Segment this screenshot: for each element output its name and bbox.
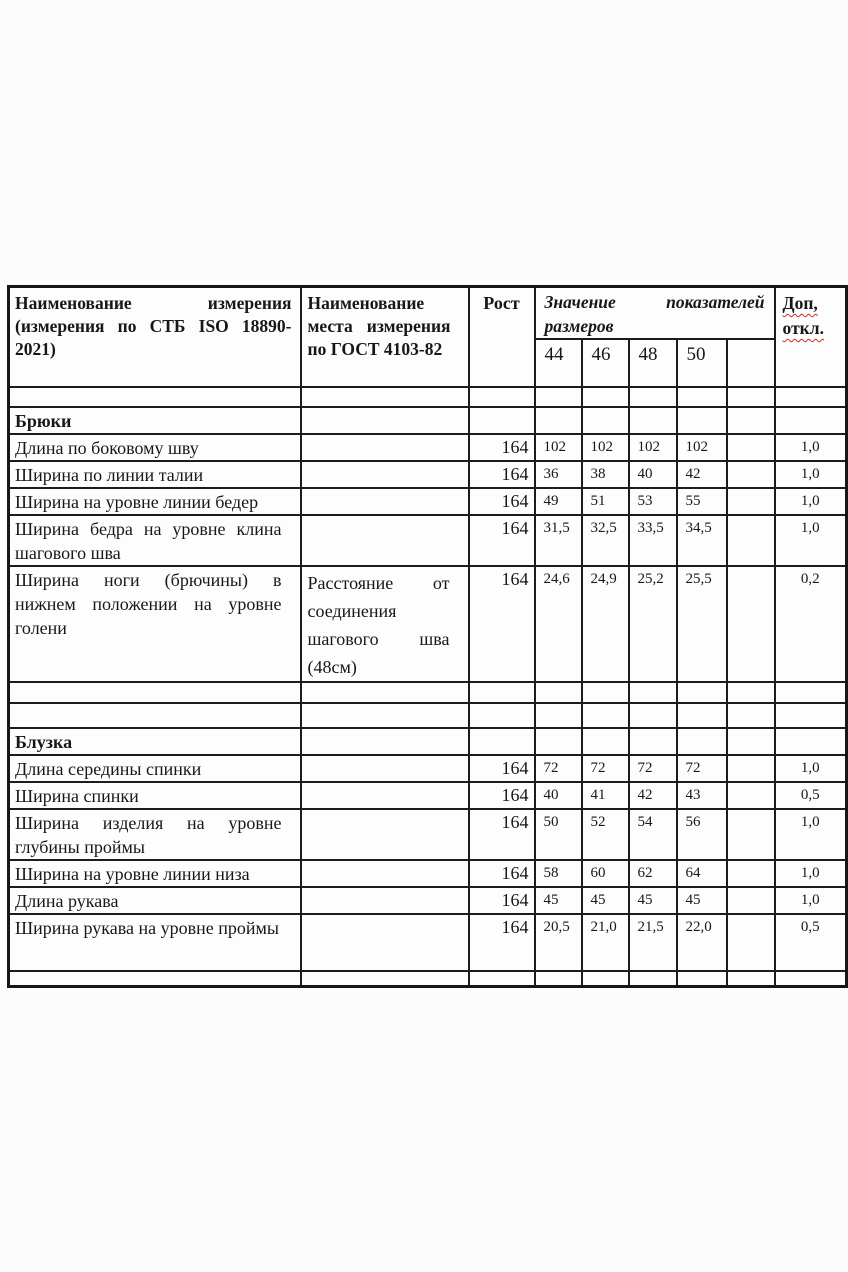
header-height-column: Рост (469, 287, 535, 388)
size-value-cell (535, 703, 582, 728)
tolerance-value-cell (775, 703, 847, 728)
data-row (9, 782, 847, 809)
tolerance-value-cell: 0,2 (775, 566, 847, 682)
size-value-cell: 45 (535, 887, 582, 914)
size-value-cell (677, 728, 727, 755)
size-value-cell: 51 (582, 488, 629, 515)
measurement-place-cell (301, 782, 469, 809)
size-column-50: 50 (677, 339, 727, 387)
header-measurement-place: Наименование места измерения по ГОСТ 4103-82 (301, 287, 469, 388)
size-value-cell (727, 488, 775, 515)
data-row (9, 515, 847, 566)
height-value-cell: 164 (469, 809, 535, 860)
size-value-cell (582, 407, 629, 434)
height-value-cell (469, 407, 535, 434)
size-value-cell: 43 (677, 782, 727, 809)
height-value-cell (469, 387, 535, 407)
tolerance-value-cell: 1,0 (775, 755, 847, 782)
data-row (9, 434, 847, 461)
size-value-cell: 36 (535, 461, 582, 488)
height-value-cell: 164 (469, 461, 535, 488)
table-body (9, 387, 847, 986)
measurement-place-cell (301, 488, 469, 515)
size-value-cell: 21,5 (629, 914, 677, 971)
tolerance-value-cell: 1,0 (775, 515, 847, 566)
size-value-cell (677, 387, 727, 407)
data-row (9, 461, 847, 488)
measurement-name-cell: Ширина на уровне линии бедер (9, 488, 301, 515)
measurement-name-cell (9, 682, 301, 703)
measurement-name-cell: Ширина по линии талии (9, 461, 301, 488)
size-value-cell: 102 (629, 434, 677, 461)
size-value-cell: 45 (582, 887, 629, 914)
size-value-cell (727, 407, 775, 434)
data-row (9, 887, 847, 914)
size-value-cell: 52 (582, 809, 629, 860)
size-value-cell (727, 782, 775, 809)
data-row (9, 566, 847, 682)
size-value-cell (727, 914, 775, 971)
measurement-name-cell: Длина рукава (9, 887, 301, 914)
size-value-cell: 45 (629, 887, 677, 914)
measurement-place-cell (301, 809, 469, 860)
size-column-46: 46 (582, 339, 629, 387)
tolerance-value-cell: 1,0 (775, 461, 847, 488)
size-value-cell (629, 407, 677, 434)
empty-row (9, 387, 847, 407)
table-header (9, 287, 847, 388)
data-row (9, 809, 847, 860)
size-column-44: 44 (535, 339, 582, 387)
size-value-cell: 50 (535, 809, 582, 860)
tolerance-value-cell (775, 682, 847, 703)
height-value-cell: 164 (469, 914, 535, 971)
height-value-cell: 164 (469, 566, 535, 682)
tolerance-value-cell: 0,5 (775, 782, 847, 809)
size-value-cell (727, 971, 775, 986)
size-value-cell: 25,2 (629, 566, 677, 682)
size-value-cell (727, 703, 775, 728)
size-value-cell: 53 (629, 488, 677, 515)
size-value-cell (535, 407, 582, 434)
size-value-cell (629, 387, 677, 407)
empty-row (9, 682, 847, 703)
size-value-cell (535, 971, 582, 986)
measurement-name-cell: Ширина изделия на уровне глубины проймы (9, 809, 301, 860)
size-value-cell: 45 (677, 887, 727, 914)
size-value-cell (727, 515, 775, 566)
height-value-cell: 164 (469, 755, 535, 782)
size-value-cell: 54 (629, 809, 677, 860)
header-values-title: Значение показателей размеров (535, 287, 775, 340)
measurement-name-cell (9, 971, 301, 986)
measurement-name-cell (9, 387, 301, 407)
measurement-place-cell (301, 860, 469, 887)
size-value-cell (677, 971, 727, 986)
size-value-cell (535, 682, 582, 703)
size-value-cell (629, 971, 677, 986)
size-value-cell (582, 971, 629, 986)
size-value-cell (582, 682, 629, 703)
section-row (9, 407, 847, 434)
size-value-cell: 31,5 (535, 515, 582, 566)
empty-row (9, 703, 847, 728)
size-value-cell (535, 728, 582, 755)
measurement-place-cell: Расстояние от соединения шагового шва (48см) (301, 566, 469, 682)
size-value-cell (727, 728, 775, 755)
size-value-cell: 40 (535, 782, 582, 809)
size-value-cell (629, 728, 677, 755)
data-row (9, 914, 847, 971)
size-value-cell: 102 (535, 434, 582, 461)
tolerance-value-cell (775, 728, 847, 755)
size-value-cell: 41 (582, 782, 629, 809)
size-value-cell (629, 682, 677, 703)
size-value-cell (727, 682, 775, 703)
size-value-cell: 72 (677, 755, 727, 782)
size-value-cell: 62 (629, 860, 677, 887)
tolerance-value-cell: 1,0 (775, 809, 847, 860)
size-value-cell: 24,9 (582, 566, 629, 682)
tolerance-value-cell: 1,0 (775, 488, 847, 515)
tolerance-value-cell: 1,0 (775, 887, 847, 914)
size-value-cell (535, 387, 582, 407)
size-value-cell: 72 (629, 755, 677, 782)
measurement-table (7, 285, 848, 988)
size-value-cell: 72 (535, 755, 582, 782)
height-value-cell: 164 (469, 488, 535, 515)
measurement-name-cell: Длина середины спинки (9, 755, 301, 782)
size-value-cell (727, 461, 775, 488)
header-row-main (9, 287, 847, 340)
height-value-cell (469, 682, 535, 703)
measurement-name-cell: Ширина ноги (брючины) в нижнем положении на уровне голени (9, 566, 301, 682)
size-value-cell: 58 (535, 860, 582, 887)
tolerance-value-cell (775, 387, 847, 407)
data-row (9, 488, 847, 515)
height-value-cell: 164 (469, 434, 535, 461)
size-value-cell: 55 (677, 488, 727, 515)
measurement-place-cell (301, 461, 469, 488)
height-value-cell: 164 (469, 887, 535, 914)
size-value-cell: 38 (582, 461, 629, 488)
size-value-cell: 56 (677, 809, 727, 860)
data-row (9, 860, 847, 887)
size-value-cell: 21,0 (582, 914, 629, 971)
tolerance-value-cell: 1,0 (775, 434, 847, 461)
size-value-cell: 33,5 (629, 515, 677, 566)
measurement-place-cell (301, 434, 469, 461)
size-value-cell: 60 (582, 860, 629, 887)
height-value-cell (469, 971, 535, 986)
measurement-place-cell (301, 914, 469, 971)
measurement-name-cell: Ширина спинки (9, 782, 301, 809)
measurement-place-cell (301, 407, 469, 434)
measurement-name-cell (9, 703, 301, 728)
size-value-cell (629, 703, 677, 728)
header-measurement-name: Наименование измерения (измерения по СТБ ISO 18890-2021) (9, 287, 301, 388)
header-tolerance (775, 287, 847, 388)
size-value-cell: 32,5 (582, 515, 629, 566)
size-value-cell: 102 (677, 434, 727, 461)
tolerance-label-misspelled: Доп, откл. (782, 293, 824, 338)
size-value-cell (677, 682, 727, 703)
size-value-cell: 22,0 (677, 914, 727, 971)
tolerance-value-cell: 1,0 (775, 860, 847, 887)
tolerance-value-cell (775, 971, 847, 986)
section-row (9, 728, 847, 755)
measurement-name-cell: Блузка (9, 728, 301, 755)
measurement-place-cell (301, 682, 469, 703)
measurement-name-cell: Ширина бедра на уровне клина шагового шва (9, 515, 301, 566)
data-row (9, 755, 847, 782)
measurement-place-cell (301, 887, 469, 914)
tolerance-value-cell: 0,5 (775, 914, 847, 971)
measurement-place-cell (301, 755, 469, 782)
size-value-cell: 102 (582, 434, 629, 461)
size-value-cell (727, 860, 775, 887)
size-value-cell: 42 (677, 461, 727, 488)
measurement-name-cell: Длина по боковому шву (9, 434, 301, 461)
height-value-cell: 164 (469, 515, 535, 566)
size-value-cell: 24,6 (535, 566, 582, 682)
size-value-cell (582, 728, 629, 755)
measurement-name-cell: Брюки (9, 407, 301, 434)
size-value-cell (727, 887, 775, 914)
empty-row (9, 971, 847, 986)
measurement-name-cell: Ширина рукава на уровне проймы (9, 914, 301, 971)
size-value-cell (677, 407, 727, 434)
size-value-cell: 34,5 (677, 515, 727, 566)
size-value-cell (677, 703, 727, 728)
size-value-cell: 25,5 (677, 566, 727, 682)
size-value-cell: 42 (629, 782, 677, 809)
size-value-cell: 20,5 (535, 914, 582, 971)
size-column-blank (727, 339, 775, 387)
measurement-place-cell (301, 515, 469, 566)
measurement-place-cell (301, 703, 469, 728)
size-value-cell: 72 (582, 755, 629, 782)
size-value-cell (582, 387, 629, 407)
measurement-place-cell (301, 387, 469, 407)
size-column-48: 48 (629, 339, 677, 387)
height-value-cell: 164 (469, 782, 535, 809)
measurement-place-cell (301, 971, 469, 986)
size-value-cell (582, 703, 629, 728)
height-value-cell (469, 728, 535, 755)
size-value-cell: 49 (535, 488, 582, 515)
measurement-name-cell: Ширина на уровне линии низа (9, 860, 301, 887)
size-value-cell: 64 (677, 860, 727, 887)
height-value-cell (469, 703, 535, 728)
size-value-cell (727, 755, 775, 782)
height-value-cell: 164 (469, 860, 535, 887)
tolerance-value-cell (775, 407, 847, 434)
size-value-cell (727, 566, 775, 682)
size-value-cell (727, 434, 775, 461)
measurement-place-cell (301, 728, 469, 755)
size-value-cell (727, 387, 775, 407)
size-value-cell: 40 (629, 461, 677, 488)
size-value-cell (727, 809, 775, 860)
